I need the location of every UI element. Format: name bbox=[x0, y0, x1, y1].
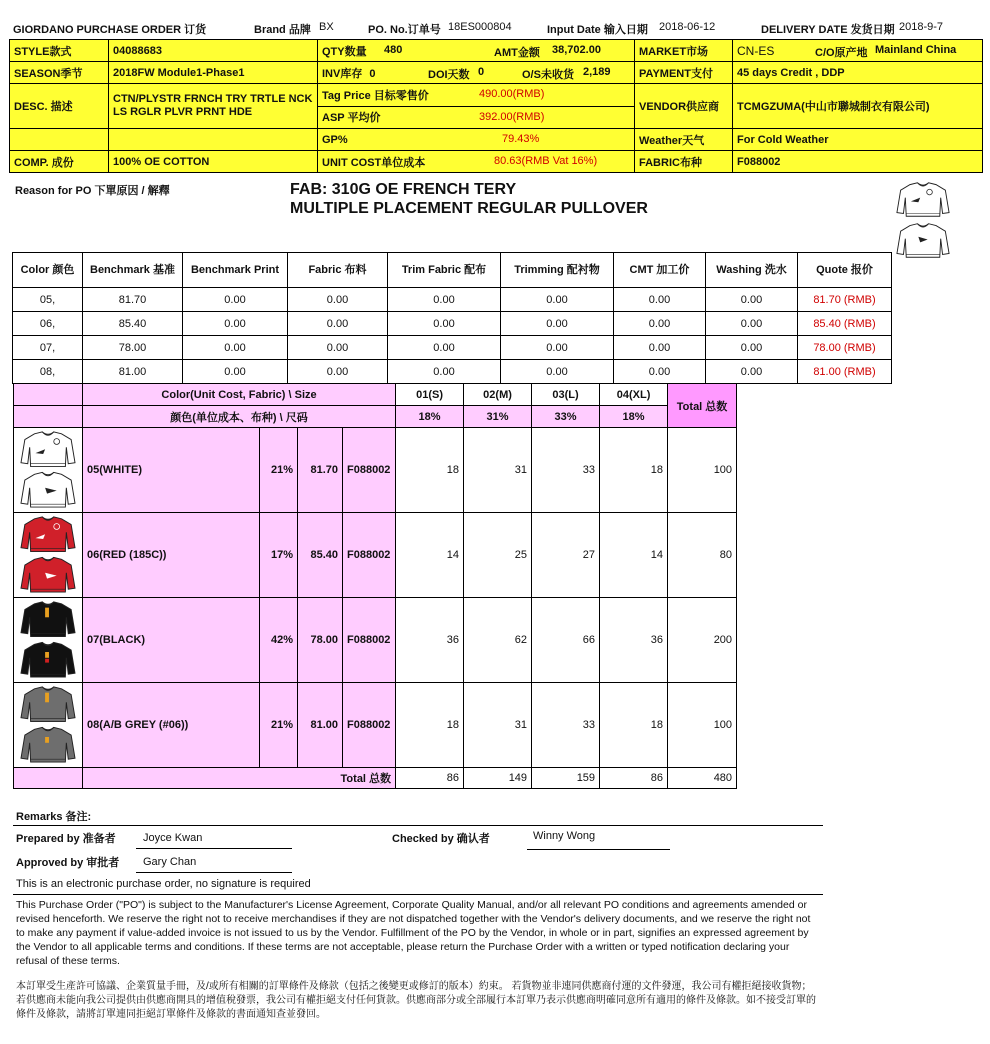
weather-value: For Cold Weather bbox=[733, 129, 983, 151]
benchmark-quote-cell: 85.40 (RMB) bbox=[798, 312, 892, 336]
checked-by-label: Checked by 确认者 bbox=[392, 833, 490, 845]
benchmark-header-cell: Benchmark 基准 bbox=[83, 253, 183, 288]
benchmark-cell: 0.00 bbox=[183, 360, 288, 384]
prepared-by-label: Prepared by 准备者 bbox=[16, 833, 116, 845]
benchmark-cell: 0.00 bbox=[183, 336, 288, 360]
matrix-qty: 18 bbox=[396, 683, 464, 768]
tag-price-label: Tag Price 目标零售价 bbox=[322, 89, 429, 102]
benchmark-header-cell: Washing 洗水 bbox=[706, 253, 798, 288]
matrix-color-pct: 42% bbox=[260, 598, 298, 683]
qty-label: QTY数量 bbox=[322, 45, 367, 58]
red-sweater-image bbox=[14, 513, 82, 594]
size-header: 01(S) bbox=[396, 384, 464, 406]
matrix-fabric: F088002 bbox=[343, 428, 396, 513]
benchmark-cell: 78.00 bbox=[83, 336, 183, 360]
matrix-qty: 62 bbox=[464, 598, 532, 683]
benchmark-header-cell: Trim Fabric 配布 bbox=[388, 253, 501, 288]
matrix-qty: 31 bbox=[464, 428, 532, 513]
po-number-value: 18ES000804 bbox=[448, 21, 512, 33]
payment-label: PAYMENT支付 bbox=[635, 62, 733, 84]
unit-cost-label: UNIT COST单位成本 bbox=[322, 156, 426, 169]
benchmark-cell: 08, bbox=[13, 360, 83, 384]
os-label: O/S未收货 bbox=[522, 69, 574, 81]
remarks-label: Remarks 备注: bbox=[16, 811, 92, 823]
size-percent: 18% bbox=[600, 406, 668, 428]
matrix-qty: 31 bbox=[464, 683, 532, 768]
benchmark-header-cell: Benchmark Print bbox=[183, 253, 288, 288]
unit-cost-value: 80.63(RMB Vat 16%) bbox=[494, 155, 598, 167]
po-title: GIORDANO PURCHASE ORDER 订货 bbox=[13, 24, 207, 36]
benchmark-header-cell: Color 颜色 bbox=[13, 253, 83, 288]
market-label: MARKET市场 bbox=[635, 40, 733, 62]
qty-value: 480 bbox=[384, 44, 403, 56]
benchmark-header-row bbox=[13, 253, 892, 288]
reason-label: Reason for PO 下單原因 / 解釋 bbox=[15, 185, 170, 197]
delivery-date-label: DELIVERY DATE 发货日期 bbox=[761, 24, 895, 36]
benchmark-cell: 0.00 bbox=[501, 288, 614, 312]
gp-value: 79.43% bbox=[502, 133, 540, 145]
delivery-date-value: 2018-9-7 bbox=[899, 21, 944, 33]
inv-label: INV库存 bbox=[322, 67, 363, 80]
total-header: Total 总数 bbox=[668, 384, 737, 428]
desc-label: DESC. 描述 bbox=[10, 84, 109, 129]
matrix-size-total: 149 bbox=[464, 768, 532, 789]
market-value: CN-ES bbox=[737, 43, 775, 58]
benchmark-row bbox=[13, 312, 892, 336]
benchmark-quote-cell: 81.00 (RMB) bbox=[798, 360, 892, 384]
grey-sweater-image bbox=[14, 683, 82, 764]
matrix-total-label: Total 总数 bbox=[83, 768, 396, 789]
matrix-qty: 14 bbox=[396, 513, 464, 598]
benchmark-cell: 0.00 bbox=[388, 336, 501, 360]
matrix-size-total: 86 bbox=[600, 768, 668, 789]
style-label: STYLE款式 bbox=[10, 40, 109, 62]
black-sweater-image bbox=[14, 598, 82, 679]
matrix-row bbox=[14, 683, 737, 768]
benchmark-row bbox=[13, 336, 892, 360]
asp-value: 392.00(RMB) bbox=[479, 110, 545, 123]
matrix-unit-cost: 81.70 bbox=[298, 428, 343, 513]
matrix-color-pct: 21% bbox=[260, 428, 298, 513]
origin-value: Mainland China bbox=[875, 44, 957, 56]
benchmark-cell: 0.00 bbox=[388, 360, 501, 384]
fabric-label: FABRIC布种 bbox=[635, 151, 733, 173]
matrix-qty: 14 bbox=[600, 513, 668, 598]
comp-label: COMP. 成份 bbox=[10, 151, 109, 173]
white-sweater-image bbox=[14, 428, 82, 509]
approved-by-value: Gary Chan bbox=[143, 856, 197, 868]
matrix-qty: 33 bbox=[532, 683, 600, 768]
benchmark-cell: 07, bbox=[13, 336, 83, 360]
benchmark-cell: 06, bbox=[13, 312, 83, 336]
matrix-row-total: 80 bbox=[668, 513, 737, 598]
matrix-header-en: Color(Unit Cost, Fabric) \ Size bbox=[83, 384, 396, 406]
matrix-color: 06(RED (185C)) bbox=[83, 513, 260, 598]
benchmark-cell: 0.00 bbox=[614, 312, 706, 336]
benchmark-row bbox=[13, 288, 892, 312]
matrix-qty: 27 bbox=[532, 513, 600, 598]
matrix-row bbox=[14, 513, 737, 598]
benchmark-quote-cell: 78.00 (RMB) bbox=[798, 336, 892, 360]
matrix-unit-cost: 81.00 bbox=[298, 683, 343, 768]
matrix-qty: 25 bbox=[464, 513, 532, 598]
matrix-row-total: 100 bbox=[668, 683, 737, 768]
matrix-qty: 36 bbox=[396, 598, 464, 683]
weather-label: Weather天气 bbox=[635, 129, 733, 151]
benchmark-quote-cell: 81.70 (RMB) bbox=[798, 288, 892, 312]
benchmark-cell: 05, bbox=[13, 288, 83, 312]
size-percent: 31% bbox=[464, 406, 532, 428]
season-label: SEASON季节 bbox=[10, 62, 109, 84]
fabric-value: F088002 bbox=[733, 151, 983, 173]
brand-value: BX bbox=[319, 21, 334, 33]
matrix-header-cn: 颜色(单位成本、布种) \ 尺码 bbox=[83, 406, 396, 428]
tag-price-value: 490.00(RMB) bbox=[479, 88, 545, 100]
size-header: 02(M) bbox=[464, 384, 532, 406]
fab-title-line-2: MULTIPLE PLACEMENT REGULAR PULLOVER bbox=[290, 200, 648, 217]
benchmark-cell: 0.00 bbox=[706, 336, 798, 360]
benchmark-table bbox=[12, 252, 892, 384]
matrix-fabric: F088002 bbox=[343, 598, 396, 683]
desc-line-2: LS RGLR PLVR PRNT HDE bbox=[113, 106, 253, 118]
matrix-grand-total: 480 bbox=[668, 768, 737, 789]
benchmark-cell: 0.00 bbox=[288, 360, 388, 384]
brand-label: Brand 品牌 bbox=[254, 24, 311, 36]
fab-title-line-1: FAB: 310G OE FRENCH TERY bbox=[290, 181, 517, 198]
size-percent: 18% bbox=[396, 406, 464, 428]
input-date-value: 2018-06-12 bbox=[659, 21, 716, 33]
size-header: 03(L) bbox=[532, 384, 600, 406]
prepared-by-value: Joyce Kwan bbox=[143, 832, 203, 844]
matrix-qty: 66 bbox=[532, 598, 600, 683]
size-header: 04(XL) bbox=[600, 384, 668, 406]
vendor-label: VENDOR供应商 bbox=[635, 84, 733, 129]
size-percent: 33% bbox=[532, 406, 600, 428]
benchmark-cell: 0.00 bbox=[288, 312, 388, 336]
benchmark-cell: 0.00 bbox=[288, 288, 388, 312]
matrix-fabric: F088002 bbox=[343, 513, 396, 598]
benchmark-cell: 0.00 bbox=[614, 288, 706, 312]
matrix-qty: 36 bbox=[600, 598, 668, 683]
matrix-size-total: 159 bbox=[532, 768, 600, 789]
benchmark-cell: 81.00 bbox=[83, 360, 183, 384]
matrix-color-pct: 21% bbox=[260, 683, 298, 768]
origin-label: C/O原产地 bbox=[815, 47, 868, 59]
vendor-value: TCMGZUMA(中山市聯城制衣有限公司) bbox=[733, 84, 983, 129]
doi-value: 0 bbox=[478, 66, 485, 78]
benchmark-cell: 0.00 bbox=[501, 312, 614, 336]
matrix-color-pct: 17% bbox=[260, 513, 298, 598]
matrix-qty: 18 bbox=[600, 683, 668, 768]
style-value: 04088683 bbox=[109, 40, 318, 62]
benchmark-cell: 0.00 bbox=[706, 360, 798, 384]
matrix-unit-cost: 78.00 bbox=[298, 598, 343, 683]
desc-line-1: CTN/PLYSTR FRNCH TRY TRTLE NCK bbox=[113, 93, 313, 105]
matrix-qty: 18 bbox=[396, 428, 464, 513]
inv-value: 0 bbox=[369, 67, 376, 80]
legal-text-english: This Purchase Order ("PO") is subject to the Manufacturer's License Agreement, Corporate Quality Manual, and/or all relevant PO conditions and agreements amended or revised henceforth. We reserve the right not to receive merchandises if they are not dispatched together with the Vendor's delivery documents, and we reserve the right not to make any payment if value-added invoice is not issued to us by the Vendor. Fulfillment of the PO by the Vendor, in whole or in part, signifies an expressed agreement by the Vendor to all applicable terms and conditions. If these terms are not acceptable, please return the Purchase Order with a written or typed notification declaring your refusal of these terms. bbox=[16, 899, 811, 967]
matrix-row-total: 100 bbox=[668, 428, 737, 513]
season-value: 2018FW Module1-Phase1 bbox=[109, 62, 318, 84]
benchmark-cell: 0.00 bbox=[388, 288, 501, 312]
benchmark-cell: 0.00 bbox=[288, 336, 388, 360]
matrix-fabric: F088002 bbox=[343, 683, 396, 768]
asp-label: ASP 平均价 bbox=[322, 112, 381, 125]
benchmark-cell: 0.00 bbox=[501, 360, 614, 384]
matrix-total-row bbox=[14, 768, 737, 789]
doi-label: DOI天数 bbox=[428, 69, 470, 81]
matrix-color: 05(WHITE) bbox=[83, 428, 260, 513]
style-sketch-image bbox=[896, 176, 950, 264]
size-matrix-table bbox=[13, 383, 737, 789]
benchmark-header-cell: Fabric 布料 bbox=[288, 253, 388, 288]
po-info-table bbox=[9, 39, 983, 173]
benchmark-cell: 0.00 bbox=[614, 336, 706, 360]
benchmark-header-cell: Trimming 配衬物 bbox=[501, 253, 614, 288]
comp-value: 100% OE COTTON bbox=[109, 151, 318, 173]
amt-label: AMT金额 bbox=[494, 47, 540, 59]
benchmark-header-cell: CMT 加工价 bbox=[614, 253, 706, 288]
benchmark-cell: 0.00 bbox=[183, 312, 288, 336]
matrix-row-total: 200 bbox=[668, 598, 737, 683]
matrix-qty: 33 bbox=[532, 428, 600, 513]
benchmark-cell: 0.00 bbox=[183, 288, 288, 312]
matrix-qty: 18 bbox=[600, 428, 668, 513]
checked-by-value: Winny Wong bbox=[533, 830, 596, 842]
input-date-label: Input Date 输入日期 bbox=[547, 24, 648, 36]
benchmark-cell: 81.70 bbox=[83, 288, 183, 312]
benchmark-row bbox=[13, 360, 892, 384]
po-number-label: PO. No.订单号 bbox=[368, 24, 441, 36]
gp-label: GP% bbox=[322, 133, 348, 146]
benchmark-header-cell: Quote 报价 bbox=[798, 253, 892, 288]
matrix-row bbox=[14, 428, 737, 513]
matrix-color: 07(BLACK) bbox=[83, 598, 260, 683]
os-value: 2,189 bbox=[583, 66, 611, 78]
matrix-color: 08(A/B GREY (#06)) bbox=[83, 683, 260, 768]
benchmark-cell: 85.40 bbox=[83, 312, 183, 336]
matrix-unit-cost: 85.40 bbox=[298, 513, 343, 598]
benchmark-cell: 0.00 bbox=[706, 312, 798, 336]
matrix-row bbox=[14, 598, 737, 683]
benchmark-cell: 0.00 bbox=[388, 312, 501, 336]
approved-by-label: Approved by 审批者 bbox=[16, 857, 120, 869]
payment-value: 45 days Credit , DDP bbox=[733, 62, 983, 84]
legal-text-chinese: 本訂單受生產許可協議、企業質量手冊，及/或所有相關的訂單條件及條款（包括之後變更或修訂的版本）約束。 若貨物並非連同供應商付運的文件發運，我公司有權拒絕接收貨物；若供應商未能向我公司提供由供應商開具的增值稅發票，我公司有權拒絕支付任何貨款。供應商部分或全部履行本訂單乃表示供應商明確同意所有適用的條件及條款。如不接受訂單的條件及條款，請將訂單連同拒絕訂單條件及條款的書面通知查並發回。 bbox=[16, 981, 816, 1020]
matrix-size-total: 86 bbox=[396, 768, 464, 789]
electronic-note: This is an electronic purchase order, no signature is required bbox=[16, 878, 311, 890]
amt-value: 38,702.00 bbox=[552, 44, 601, 56]
benchmark-cell: 0.00 bbox=[614, 360, 706, 384]
benchmark-cell: 0.00 bbox=[501, 336, 614, 360]
benchmark-cell: 0.00 bbox=[706, 288, 798, 312]
